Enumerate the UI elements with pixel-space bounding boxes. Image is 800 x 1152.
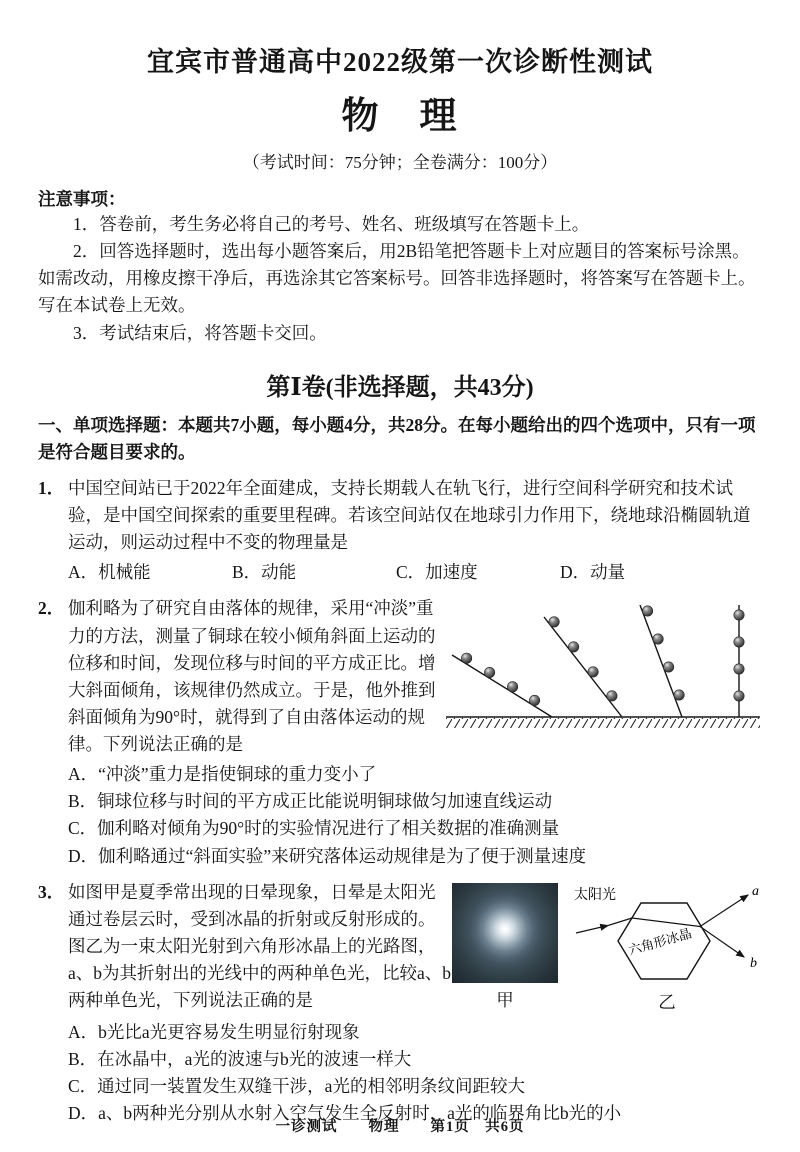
- ray-b-label: b: [750, 955, 757, 971]
- figure-label-jia: 甲: [496, 989, 514, 1010]
- question-2-number: 2．: [38, 598, 65, 619]
- exam-meta: （考试时间：75分钟；全卷满分：100分）: [242, 153, 558, 172]
- section-title: 第Ⅰ卷(非选择题，共43分): [266, 374, 534, 401]
- question-2-body: [38, 595, 444, 758]
- sunlight-label: 太阳光: [574, 887, 616, 903]
- option-c: C．伽利略对倾角为90°时的实验情况进行了相关数据的准确测量: [68, 818, 560, 839]
- figure-label-yi: 乙: [658, 991, 676, 1012]
- ray-a-label: a: [752, 883, 759, 899]
- sun-halo-photo: [452, 883, 558, 983]
- halo-photo-figure: [452, 883, 558, 1014]
- question-1: [38, 475, 762, 587]
- notice-item-3: 3．考试结束后，将答题卡交回。: [73, 322, 327, 343]
- notice-item-2: 2．回答选择题时，选出每小题答案后，用2B铅笔把答题卡上对应题目的答案标号涂黑。如需改动，用橡皮擦干净后，再选涂其它答案标号。回答非选择题时，将答案写在答题卡上。写在本试卷上无效。: [38, 241, 756, 316]
- question-3-number: 3．: [38, 881, 65, 902]
- option-d: D．伽利略通过“斜面实验”来研究落体运动规律是为了便于测量速度: [68, 845, 587, 866]
- question-3: [38, 879, 762, 1128]
- option-c: C．加速度: [396, 562, 478, 583]
- question-2: [38, 595, 762, 869]
- question-3-row: [38, 879, 762, 1016]
- question-3-figures: [452, 879, 762, 1016]
- question-1-options: [38, 559, 762, 586]
- option-a: A．机械能: [68, 562, 151, 583]
- question-1-text: 中国空间站已于2022年全面建成，支持长期载人在轨飞行，进行空间科学研究和技术试验，是中国空间探索的重要里程碑。若该空间站仅在地球引力作用下，绕地球沿椭圆轨道运动，则运动过程中不变的物理量是: [68, 477, 751, 553]
- option-c: C．通过同一装置发生双缝干涉，a光的相邻明条纹间距较大: [68, 1076, 525, 1096]
- option-a: A．b光比a光更容易发生明显衍射现象: [68, 1021, 360, 1042]
- inclined-planes-figure: [444, 599, 762, 731]
- option-d: D．a、b两种光分别从水射入空气发生全反射时，a光的临界角比b光的小: [68, 1103, 622, 1124]
- subject-title: 物 理: [341, 96, 459, 137]
- question-3-text: 如图甲是夏季常出现的日晕现象，日晕是太阳光通过卷层云时，受到冰晶的折射或反射形成的。图乙为一束太阳光射到六角形冰晶上的光路图，a、b为其折射出的光线中的两种单色光，比较a、b两种单色光，下列说法正确的是: [68, 881, 452, 1011]
- option-b: B．铜球位移与时间的平方成正比能说明铜球做匀加速直线运动: [68, 791, 553, 812]
- notice-title: 注意事项：: [38, 189, 126, 209]
- exam-title: 宜宾市普通高中2022级第一次诊断性测试: [147, 47, 653, 77]
- question-3-body: [38, 879, 452, 1015]
- crystal-label: 六角形冰晶: [626, 925, 694, 958]
- notice-item-1: 1．答卷前，考生务必将自己的考号、姓名、班级填写在答题卡上。: [73, 214, 590, 234]
- option-d: D．动量: [560, 562, 626, 583]
- notice-section: [38, 186, 762, 347]
- question-3-options: [38, 1019, 762, 1128]
- ice-crystal-light-path-diagram: [572, 883, 762, 985]
- option-b: B．在冰晶中，a光的波速与b光的波速一样大: [68, 1048, 412, 1069]
- page-footer: 一诊测试 物理 第1页 共6页: [275, 1119, 525, 1135]
- part-header: 一、单项选择题：本题共7小题，每小题4分，共28分。在每小题给出的四个选项中，只有一项是符合题目要求的。: [38, 414, 756, 462]
- option-a: A．“冲淡”重力是指使铜球的重力变小了: [68, 764, 377, 785]
- question-1-body: [38, 475, 762, 556]
- question-1-number: 1．: [38, 477, 65, 498]
- ice-crystal-figure: [572, 883, 762, 1016]
- option-b: B．动能: [232, 562, 297, 583]
- question-2-row: [38, 595, 762, 758]
- question-2-figure: [444, 595, 762, 739]
- question-2-text: 伽利略为了研究自由落体的规律，采用“冲淡”重力的方法，测量了铜球在较小倾角斜面上运动的位移和时间，发现位移与时间的平方成正比。增大斜面倾角，该规律仍然成立。于是，他外推到斜面倾角为90°时，就得到了自由落体运动的规律。下列说法正确的是: [68, 598, 436, 754]
- question-2-options: [38, 761, 762, 870]
